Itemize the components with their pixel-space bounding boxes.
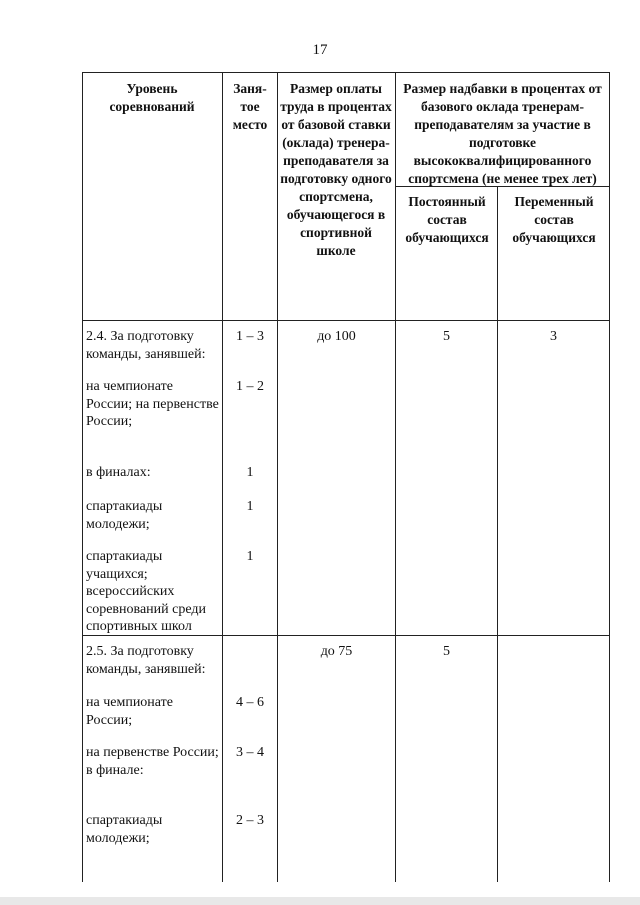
column-divider-3 <box>395 72 396 882</box>
section-2-4-title: 2.4. За подготовку команды, занявшей: <box>86 329 206 362</box>
section-2-4-row-3-level: спартакиады молодежи; <box>86 499 163 532</box>
section-2-4-variable: 3 <box>550 329 557 344</box>
section-2-5-row-1-place: 4 – 6 <box>236 695 264 710</box>
section-2-4-place: 1 – 3 <box>236 329 264 344</box>
header-level: Уровень соревнований <box>109 81 195 114</box>
header-bottom-border <box>82 320 610 321</box>
section-2-4-row-1-level: на чемпионате России; на первенстве России; <box>86 379 219 429</box>
section-2-4-row-3-place: 1 <box>246 499 254 514</box>
section-2-5-row-3-place: 2 – 3 <box>236 813 264 828</box>
header-permanent: Постоянный состав обучающихся <box>405 194 489 245</box>
column-divider-2 <box>277 72 278 882</box>
section-2-4-row-4-level: спартакиады учащихся; всероссийских соревнований среди спортивных школ <box>86 549 207 634</box>
header-payment: Размер оплаты труда в процентах от базовой ставки (оклада) тренера-преподавателя за подготовку одного спортсмена, обучающегося в спортивной школе <box>280 81 392 258</box>
section-2-5-title: 2.5. За подготовку команды, занявшей: <box>86 644 206 677</box>
section-2-5-row-2-level: на первенстве России; в финале: <box>86 745 219 778</box>
bonus-table <box>82 72 610 882</box>
table-left-border <box>82 72 83 882</box>
section-2-4-payment: до 100 <box>317 329 356 344</box>
header-place: Заня-тое место <box>232 81 268 132</box>
header-bonus: Размер надбавки в процентах от базового оклада тренерам-преподавателям за участие в подготовке высококвалифицированного спортсмена (не менее трех лет) <box>403 81 602 186</box>
table-top-border <box>82 72 610 73</box>
page-number: 17 <box>312 42 328 58</box>
section-2-4-row-4-place: 1 <box>246 549 254 564</box>
section-2-4-row-1-place: 1 – 2 <box>236 379 264 394</box>
scan-bottom-edge <box>0 897 640 905</box>
column-divider-4 <box>497 186 498 882</box>
section-2-5-permanent: 5 <box>443 644 450 659</box>
section-2-5-payment: до 75 <box>320 644 353 659</box>
header-variable: Переменный состав обучающихся <box>512 194 596 245</box>
section-2-4-row-2-place: 1 <box>246 465 254 480</box>
section-2-4-permanent: 5 <box>443 329 450 344</box>
section-2-4-row-2-level: в финалах: <box>86 465 151 480</box>
section-2-5-row-3-level: спартакиады молодежи; <box>86 813 163 846</box>
table-right-border <box>609 72 610 882</box>
section-2-5-row-2-place: 3 – 4 <box>236 745 264 760</box>
section-2-5-row-1-level: на чемпионате России; <box>86 695 173 728</box>
